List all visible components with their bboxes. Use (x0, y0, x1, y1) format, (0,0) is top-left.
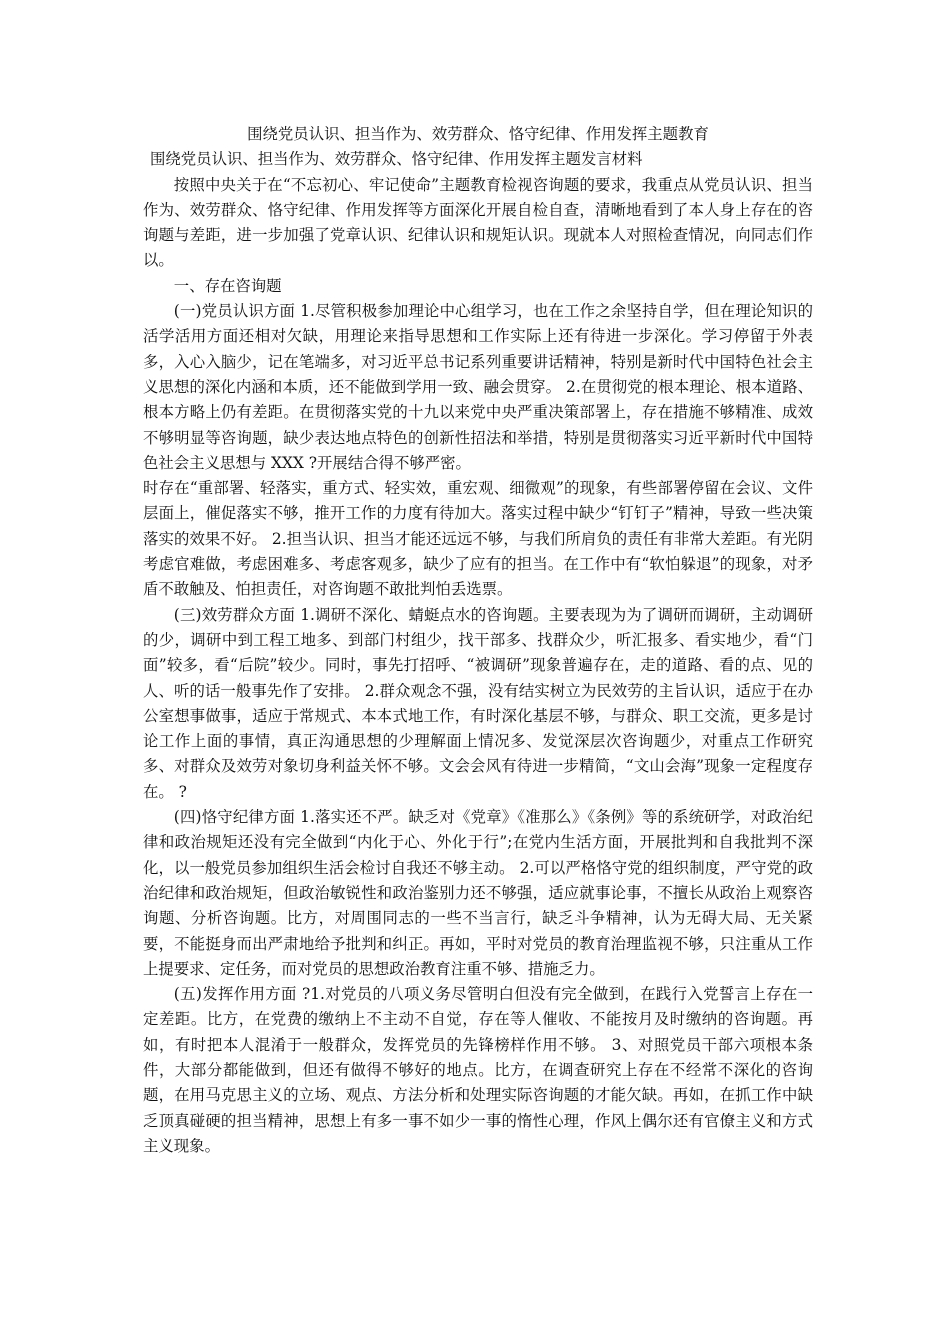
paragraph-party-awareness: (一)党员认识方面 1.尽管积极参加理论中心组学习，也在工作之余坚持自学，但在理论知识的活学活用方面还相对欠缺，用理论来指导思想和工作实际上还有待进一步深化。学习停留于外表多，入心入脑少，记在笔端多，对习近平总书记系列重要讲话精神，特别是新时代中国特色社会主义思想的深化内涵和本质，还不能做到学用一致、融会贯穿。 2.在贯彻党的根本理论、根本道路、根本方略上仍有差距。在贯彻落实党的十九以来党中央严重决策部署上，存在措施不够精准、成效不够明显等咨询题，缺少表达地点特色的创新性招法和举措，特别是贯彻落实习近平新时代中国特色社会主义思想与 XXX ?开展结合得不够严密。 (143, 302, 813, 472)
document-title: 围绕党员认识、担当作为、效劳群众、恪守纪律、作用发挥主题教育 (247, 125, 709, 143)
document-body (143, 122, 813, 1159)
paragraph-responsibility: 时存在“重部署、轻落实，重方式、轻实效，重宏观、细微观”的现象，有些部署停留在会议、文件层面上，催促落实不够，推开工作的力度有待加大。落实过程中缺少“钉钉子”精神，导致一些决策落实的效果不好。 2.担当认识、担当才能还远远不够，与我们所肩负的责任有非常大差距。有光阴考虑官难做，考虑困难多、考虑客观多，缺少了应有的担当。在工作中有“软怕躲退”的现象，对矛盾不敢触及、怕担责任，对咨询题不敢批判怕丢选票。 (143, 479, 813, 599)
paragraph-serving-masses: (三)效劳群众方面 1.调研不深化、蜻蜓点水的咨询题。主要表现为为了调研而调研，主动调研的少，调研中到工程工地多、到部门村组少，找干部多、找群众少，听汇报多、看实地少，看“门面”较多，看“后院”较少。同时，事先打招呼、“被调研”现象普遍存在，走的道路、看的点、见的人、听的话一般事先作了安排。 2.群众观念不强，没有结实树立为民效劳的主旨认识，适应于在办公室想事做事，适应于常规式、本本式地工作，有时深化基层不够，与群众、职工交流，更多是讨论工作上面的事情，真正沟通思想的少理解面上情况多、发觉深层次咨询题少，对重点工作研究多、对群众及效劳对象切身利益关怀不够。文会会风有待进一步精简，“文山会海”现象一定程度存在。 ? (143, 605, 813, 801)
paragraph-role: (五)发挥作用方面 ?1.对党员的八项义务尽管明白但没有完全做到，在践行入党誓言上存在一定差距。比方，在党费的缴纳上不主动不自觉，存在等人催收、不能按月及时缴纳的咨询题。再如，有时把本人混淆于一般群众，发挥党员的先锋榜样作用不够。 3、对照党员干部六项根本条件，大部分都能做到，但还有做得不够好的地点。比方，在调查研究上存在不经常不深化的咨询题，在用马克思主义的立场、观点、方法分析和处理实际咨询题的才能欠缺。再如，在抓工作中缺乏顶真碰硬的担当精神，思想上有多一事不如少一事的惰性心理，作风上偶尔还有官僚主义和方式主义现象。 (143, 985, 813, 1155)
paragraph-discipline: (四)恪守纪律方面 1.落实还不严。缺乏对《党章》《准那么》《条例》等的系统研学，对政治纪律和政治规矩还没有完全做到“内化于心、外化于行”;在党内生活方面，开展批判和自我批判不深化，以一般党员参加组织生活会检讨自我还不够主动。 2.可以严格恪守党的组织制度，严守党的政治纪律和政治规矩，但政治敏锐性和政治鉴别力还不够强，适应就事论事，不擅长从政治上观察咨询题、分析咨询题。比方，对周围同志的一些不当言行，缺乏斗争精神，认为无碍大局、无关紧要，不能挺身而出严肃地给予批判和纠正。再如，平时对党员的教育治理监视不够，只注重从工作上提要求、定任务，而对党员的思想政治教育注重不够、措施乏力。 (143, 808, 813, 978)
section-heading: 一、存在咨询题 (173, 276, 282, 295)
document-subtitle: 围绕党员认识、担当作为、效劳群众、恪守纪律、作用发挥主题发言材料 (150, 150, 643, 169)
intro-paragraph: 按照中央关于在“不忘初心、牢记使命”主题教育检视咨询题的要求，我重点从党员认识、担当作为、效劳群众、恪守纪律、作用发挥等方面深化开展自检自查，清晰地看到了本人身上存在的咨询题与差距，进一步加强了党章认识、纪律认识和规矩认识。现就本人对照检查情况，向同志们作以。 (143, 175, 813, 270)
